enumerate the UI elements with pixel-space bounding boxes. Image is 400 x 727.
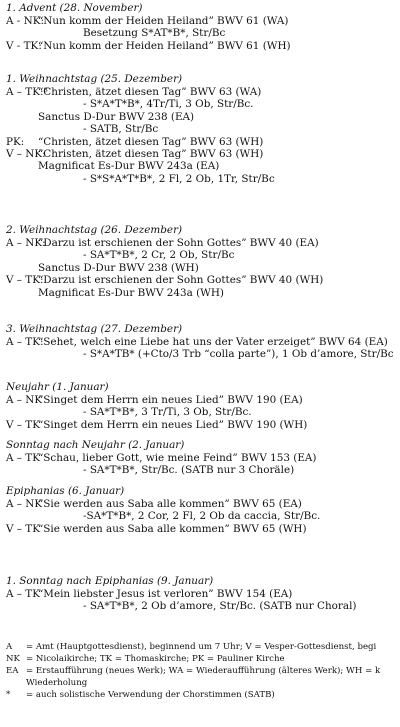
legend-key: NK bbox=[6, 654, 20, 664]
legend-key: EA bbox=[6, 666, 19, 676]
legend-value: = Amt (Hauptgottesdienst), beginnend um 7 Uhr; V = Vesper-Gottesdienst, begi bbox=[26, 642, 377, 652]
legend-key: * bbox=[6, 690, 11, 700]
service-location: PK: bbox=[6, 135, 25, 148]
scoring-line: - S*A*TB* (+Cto/3 Trb “colla parte”), 1 Ob d’amore, Str/Bc bbox=[83, 348, 394, 361]
section-heading: Sonntag nach Neujahr (2. Januar) bbox=[6, 439, 185, 451]
legend bbox=[6, 641, 400, 701]
service-location: A - NK: bbox=[6, 14, 44, 27]
legend-row bbox=[6, 665, 400, 677]
service-location: V – TK bbox=[6, 418, 40, 431]
legend-row bbox=[6, 689, 400, 701]
service-location: A – NK: bbox=[6, 236, 46, 249]
work-line: “Schau, lieber Gott, wie meine Feind” BWV 153 (EA) bbox=[38, 451, 317, 464]
work-line: Sanctus D-Dur BWV 238 (WH) bbox=[38, 261, 199, 274]
work-line: “Christen, ätzet diesen Tag” BWV 63 (WA) bbox=[38, 85, 262, 98]
work-line: “Sehet, welch eine Liebe hat uns der Vater erzeiget” BWV 64 (EA) bbox=[38, 335, 388, 348]
scoring-line: - SATB, Str/Bc bbox=[83, 123, 159, 136]
scoring-line: Besetzung S*AT*B*, Str/Bc bbox=[83, 27, 226, 40]
work-line: “Mein liebster Jesus ist verloren” BWV 154 (EA) bbox=[38, 587, 293, 600]
work-line: Magnificat Es-Dur BWV 243a (WH) bbox=[38, 286, 224, 299]
section-heading: 1. Weihnachtstag (25. Dezember) bbox=[6, 73, 183, 85]
section-heading: 3. Weihnachtstag (27. Dezember) bbox=[6, 323, 183, 335]
work-line: “Sie werden aus Saba alle kommen” BWV 65 (EA) bbox=[38, 497, 302, 510]
scoring-line: - SA*T*B*, 3 Tr/Ti, 3 Ob, Str/Bc. bbox=[83, 406, 252, 419]
service-location: A – NK bbox=[6, 393, 43, 406]
work-line: “Christen, ätzet diesen Tag” BWV 63 (WH) bbox=[38, 135, 264, 148]
work-line: “Nun komm der Heiden Heiland” BWV 61 (WA) bbox=[38, 14, 289, 27]
service-location: A – NK bbox=[6, 497, 43, 510]
service-location: A – TK bbox=[6, 587, 40, 600]
legend-row bbox=[6, 677, 400, 689]
legend-value: = auch solistische Verwendung der Chorstimmen (SATB) bbox=[26, 690, 275, 700]
work-line: “Christen, ätzet diesen Tag” BWV 63 (WH) bbox=[38, 147, 264, 160]
scoring-line: - S*S*A*T*B*, 2 Fl, 2 Ob, 1Tr, Str/Bc bbox=[83, 172, 275, 185]
work-line: “Darzu ist erschienen der Sohn Gottes” BWV 40 (EA) bbox=[38, 236, 319, 249]
work-line: “Nun komm der Heiden Heiland” BWV 61 (WH) bbox=[38, 39, 291, 52]
scoring-line: - SA*T*B*, 2 Cr, 2 Ob, Str/Bc bbox=[83, 249, 235, 262]
scoring-line: - SA*T*B*, 2 Ob d’amore, Str/Bc. (SATB nur Choral) bbox=[83, 600, 357, 613]
service-location: A – TK: bbox=[6, 335, 44, 348]
legend-key: A bbox=[6, 642, 13, 652]
section-heading: Neujahr (1. Januar) bbox=[6, 381, 109, 393]
legend-value: = Erstaufführung (neues Werk); WA = Wiederaufführung (älteres Werk); WH = k bbox=[26, 666, 381, 676]
service-location: A – TK bbox=[6, 451, 40, 464]
section-heading: 2. Weihnachtstag (26. Dezember) bbox=[6, 224, 183, 236]
scoring-line: -SA*T*B*, 2 Cor, 2 Fl, 2 Ob da caccia, Str/Bc. bbox=[83, 510, 321, 523]
work-line: “Darzu ist erschienen der Sohn Gottes” BWV 40 (WH) bbox=[38, 274, 324, 287]
service-location: V – TK bbox=[6, 522, 40, 535]
work-line: Magnificat Es-Dur BWV 243a (EA) bbox=[38, 160, 220, 173]
service-location: A – TK:⁸ bbox=[6, 85, 48, 98]
legend-value: = Nicolaikirche; TK = Thomaskirche; PK = Pauliner Kirche bbox=[26, 654, 285, 664]
work-line: Sanctus D-Dur BWV 238 (EA) bbox=[38, 110, 195, 123]
service-location: V - TK: bbox=[6, 39, 42, 52]
work-line: “Singet dem Herrn ein neues Lied” BWV 190 (EA) bbox=[38, 393, 303, 406]
scoring-line: - SA*T*B*, Str/Bc. (SATB nur 3 Choräle) bbox=[83, 464, 295, 477]
scoring-line: - S*A*T*B*, 4Tr/Ti, 3 Ob, Str/Bc. bbox=[83, 98, 254, 111]
section-heading: 1. Advent (28. November) bbox=[6, 2, 143, 14]
work-line: “Singet dem Herrn ein neues Lied” BWV 190 (WH) bbox=[38, 418, 308, 431]
section-heading: 1. Sonntag nach Epiphanias (9. Januar) bbox=[6, 575, 214, 587]
legend-row bbox=[6, 641, 400, 653]
service-location: V – TK: bbox=[6, 274, 44, 287]
section-heading: Epiphanias (6. Januar) bbox=[6, 485, 125, 497]
work-line: “Sie werden aus Saba alle kommen” BWV 65 (WH) bbox=[38, 522, 307, 535]
service-location: V – NK: bbox=[6, 147, 46, 160]
legend-value: Wiederholung bbox=[26, 678, 88, 688]
legend-row bbox=[6, 653, 400, 665]
